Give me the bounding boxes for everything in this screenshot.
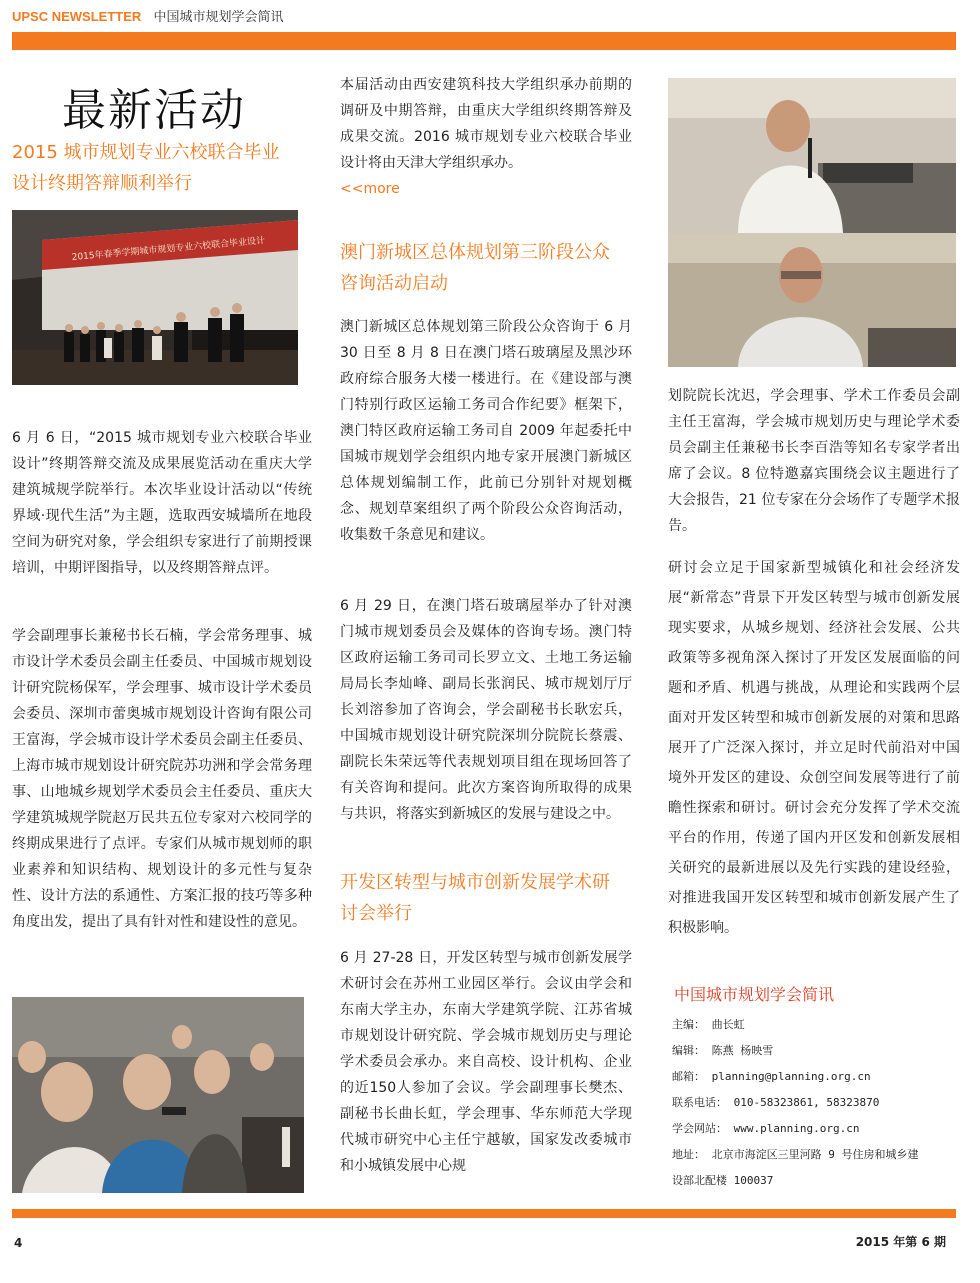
article2-title[interactable]: 澳门新城区总体规划第三阶段公众 咨询活动启动 [340, 242, 610, 294]
page-number: 4 [14, 1236, 23, 1250]
masthead-title: 中国城市规划学会简讯 [674, 985, 835, 1004]
bottom-orange-bar [12, 1209, 956, 1218]
article3-para1: 6 月 27-28 日，开发区转型与城市创新发展学术研讨会在苏州工业园区举行。会议由学会和东南大学主办，东南大学建筑学院、江苏省城市规划设计研究院、学会城市规划历史与理论学术委员会承办。来自高校、设计机构、企业的近150人参加了会议。学会副理事长樊杰、副秘书长曲长虹，学会理事、华东师范大学现代城市研究中心主任宁越敏，国家发改委城市和小城镇发展中心规 [340, 950, 632, 1174]
article1-title[interactable]: 2015 城市规划专业六校联合毕业 设计终期答辩顺利举行 [12, 142, 280, 194]
speaker2-photo [668, 233, 956, 367]
brand-label: UPSC NEWSLETTER [12, 9, 142, 24]
masthead-editor: 主编： 曲长虹 [672, 1018, 745, 1031]
issue-label: 2015 年第 6 期 [855, 1235, 946, 1249]
article1-para1: 6 月 6 日，“2015 城市规划专业六校联合毕业设计”终期答辩交流及成果展览活动在重庆大学建筑城规学院举行。本次毕业设计活动以“传统界域·现代生活”为主题，选取西安城墙所在地段空间为研究对象，学会组织专家进行了前期授课培训，中期评图指导，以及终期答辩点评。 [12, 430, 312, 576]
article3-para2: 划院院长沈迟，学会理事、学术工作委员会副主任王富海，学会城市规划历史与理论学术委员会副主任兼秘书长李百浩等知名专家学者出席了会议。8 位特邀嘉宾围绕会议主题进行了大会报告，21 位专家在分会场作了专题学术报告。 [668, 388, 960, 534]
more-link[interactable]: <<more [340, 181, 400, 197]
masthead-phone: 联系电话： 010-58323861, 58323870 [672, 1096, 880, 1109]
masthead-email[interactable]: 邮箱： planning@planning.org.cn [672, 1070, 871, 1083]
masthead-staff: 编辑： 陈燕 杨映雪 [672, 1044, 774, 1057]
newsletter-title: 中国城市规划学会简讯 [153, 10, 284, 25]
audience-photo [12, 997, 304, 1193]
masthead-address: 地址： 北京市海淀区三里河路 9 号住房和城乡建 [672, 1148, 919, 1161]
newsletter-header [12, 6, 283, 25]
article3-para3: 研讨会立足于国家新型城镇化和社会经济发展“新常态”背景下开发区转型与城市创新发展现实要求，从城乡规划、经济社会发展、公共政策等多视角深入探讨了开发区发展面临的问题和矛盾、机遇与挑战，从理论和实践两个层面对开发区转型和城市创新发展的对策和思路展开了广泛深入探讨，并立足时代前沿对中国境外开发区的建设、众创空间发展等进行了前瞻性探索和研讨。研讨会充分发挥了学术交流平台的作用，传递了国内开区发和创新发展相关研究的最新进展以及先行实践的建设经验，对推进我国开发区转型和城市创新发展产生了积极影响。 [668, 560, 960, 936]
masthead-address-line2: 设部北配楼 100037 [672, 1174, 774, 1187]
article1-photo [12, 210, 298, 385]
section-title: 最新活动 [62, 85, 246, 136]
masthead-website[interactable]: 学会网站： www.planning.org.cn [672, 1122, 860, 1135]
article1-para3: 本届活动由西安建筑科技大学组织承办前期的调研及中期答辩，由重庆大学组织终期答辩及成果交流。2016 城市规划专业六校联合毕业设计将由天津大学组织承办。 <<more [340, 77, 632, 197]
article3-title[interactable]: 开发区转型与城市创新发展学术研 讨会举行 [340, 872, 610, 924]
article2-para1: 澳门新城区总体规划第三阶段公众咨询于 6 月 30 日至 8 月 8 日在澳门塔石玻璃屋及黑沙环政府综合服务大楼一楼进行。在《建设部与澳门特别行政区运输工务司合作纪要》框架下，澳门特区政府运输工务司自 2009 年起委托中国城市规划学会组织内地专家开展澳门新城区总体规划编制工作，此前已分别针对规划概念、规划草案组织了两个阶段公众咨询活动，收集数千条意见和建议。 [340, 319, 632, 543]
top-orange-bar [12, 32, 956, 50]
photo-banner-text: 2015年春季学期城市规划专业六校联合毕业设计 [71, 236, 266, 263]
article1-para2: 学会副理事长兼秘书长石楠，学会常务理事、城市设计学术委员会副主任委员、中国城市规划设计研究院杨保军，学会理事、城市设计学术委员会委员、深圳市蕾奥城市规划设计咨询有限公司王富海，学会城市设计学术委员会副主任委员、上海市城市规划设计研究院苏功洲和学会常务理事、山地城乡规划学术委员会主任委员、重庆大学建筑城规学院赵万民共五位专家对六校同学的终期成果进行了点评。专家们从城市规划师的职业素养和知识结构、规划设计的多元性与复杂性、设计方法的系通性、方案汇报的技巧等多种角度出发，提出了具有针对性和建设性的意见。 [12, 628, 312, 930]
article2-para2: 6 月 29 日，在澳门塔石玻璃屋举办了针对澳门城市规划委员会及媒体的咨询专场。澳门特区政府运输工务司司长罗立文、土地工务运输局局长李灿峰、副局长张润民、城市规划厅厅长刘溶参加了咨询会，学会副秘书长耿宏兵，中国城市规划设计研究院深圳分院院长蔡震、副院长朱荣远等代表规划项目组在现场回答了有关咨询和提问。此次方案咨询所取得的成果与共识，将落实到新城区的发展与建设之中。 [340, 598, 632, 822]
speaker1-photo [668, 78, 956, 233]
